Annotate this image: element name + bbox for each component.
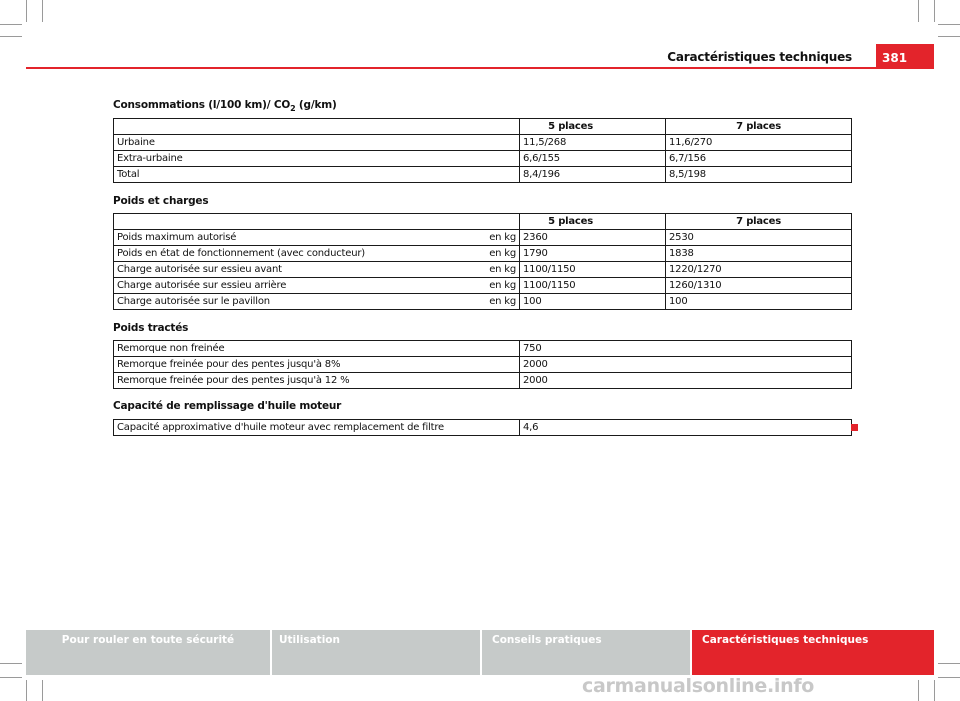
cell-7-places: 6,7/156 <box>666 151 852 167</box>
row-unit: en kg <box>440 278 520 294</box>
row-label: Charge autorisée sur essieu arrière <box>114 278 440 294</box>
column-header: 5 places <box>520 119 666 135</box>
cell-5-places: 1100/1150 <box>520 278 666 294</box>
crop-mark <box>934 0 935 22</box>
column-header: 5 places <box>520 214 666 230</box>
crop-mark <box>934 680 935 701</box>
cell-5-places: 2360 <box>520 230 666 246</box>
crop-mark <box>0 663 22 664</box>
table-row <box>114 135 852 151</box>
crop-mark <box>42 680 43 701</box>
row-label: Urbaine <box>114 135 520 151</box>
row-unit: en kg <box>440 294 520 310</box>
towing-title: Poids tractés <box>113 322 189 334</box>
table-header-cell <box>114 214 520 230</box>
consumption-table <box>113 118 852 183</box>
crop-mark <box>918 680 919 701</box>
table-row <box>114 420 852 436</box>
weights-title: Poids et charges <box>113 195 209 207</box>
crop-mark <box>938 677 960 678</box>
row-unit: en kg <box>440 230 520 246</box>
consumption-title-sub: 2 <box>290 104 296 114</box>
towing-table <box>113 340 852 389</box>
weights-table <box>113 213 852 310</box>
cell-7-places: 2530 <box>666 230 852 246</box>
table-row <box>114 278 852 294</box>
table-row <box>114 246 852 262</box>
header-rule <box>26 67 934 69</box>
row-label: Remorque freinée pour des pentes jusqu'à 12 % <box>114 373 520 389</box>
column-header: 7 places <box>666 119 852 135</box>
table-row <box>114 151 852 167</box>
row-value: 2000 <box>520 357 852 373</box>
crop-mark <box>938 24 960 25</box>
cell-5-places: 1100/1150 <box>520 262 666 278</box>
table-row <box>114 357 852 373</box>
row-label: Charge autorisée sur le pavillon <box>114 294 440 310</box>
section-end-mark <box>851 424 858 431</box>
row-label: Extra-urbaine <box>114 151 520 167</box>
crop-mark <box>0 24 22 25</box>
consumption-title-pre: Consommations (l/100 km)/ CO <box>113 99 291 111</box>
cell-5-places: 11,5/268 <box>520 135 666 151</box>
row-value: 750 <box>520 341 852 357</box>
row-label: Remorque freinée pour des pentes jusqu'à 8% <box>114 357 520 373</box>
table-row <box>114 341 852 357</box>
footer-tab-conseils[interactable]: Conseils pratiques <box>482 630 690 675</box>
row-value: 4,6 <box>520 420 852 436</box>
cell-7-places: 11,6/270 <box>666 135 852 151</box>
cell-5-places: 6,6/155 <box>520 151 666 167</box>
watermark-text: carmanualsonline.info <box>582 675 815 697</box>
row-label: Total <box>114 167 520 183</box>
cell-7-places: 1220/1270 <box>666 262 852 278</box>
table-header-cell <box>114 119 520 135</box>
table-row <box>114 230 852 246</box>
crop-mark <box>26 0 27 22</box>
crop-mark <box>42 0 43 22</box>
oil-table <box>113 419 852 436</box>
row-label: Charge autorisée sur essieu avant <box>114 262 440 278</box>
table-header-row <box>114 214 852 230</box>
row-label: Remorque non freinée <box>114 341 520 357</box>
crop-mark <box>918 0 919 22</box>
row-label: Poids maximum autorisé <box>114 230 440 246</box>
table-row <box>114 373 852 389</box>
footer-tab-caracteristiques[interactable]: Caractéristiques techniques <box>692 630 934 675</box>
crop-mark <box>938 663 960 664</box>
crop-mark <box>938 36 960 37</box>
column-header: 7 places <box>666 214 852 230</box>
table-header-row <box>114 119 852 135</box>
crop-mark <box>26 680 27 701</box>
row-unit: en kg <box>440 246 520 262</box>
footer-tab-utilisation[interactable]: Utilisation <box>272 630 480 675</box>
consumption-title <box>113 99 337 113</box>
cell-7-places: 100 <box>666 294 852 310</box>
table-row <box>114 294 852 310</box>
cell-7-places: 1838 <box>666 246 852 262</box>
cell-7-places: 1260/1310 <box>666 278 852 294</box>
page-number: 381 <box>876 44 934 68</box>
cell-5-places: 100 <box>520 294 666 310</box>
table-row <box>114 262 852 278</box>
row-label: Capacité approximative d'huile moteur avec remplacement de filtre <box>114 420 520 436</box>
footer-tab-securite[interactable]: Pour rouler en toute sécurité <box>26 630 270 675</box>
oil-title: Capacité de remplissage d'huile moteur <box>113 400 342 412</box>
crop-mark <box>0 36 22 37</box>
table-row <box>114 167 852 183</box>
row-label: Poids en état de fonctionnement (avec conducteur) <box>114 246 440 262</box>
cell-7-places: 8,5/198 <box>666 167 852 183</box>
row-unit: en kg <box>440 262 520 278</box>
cell-5-places: 8,4/196 <box>520 167 666 183</box>
row-value: 2000 <box>520 373 852 389</box>
page-header-title: Caractéristiques techniques <box>667 50 852 64</box>
crop-mark <box>0 677 22 678</box>
cell-5-places: 1790 <box>520 246 666 262</box>
consumption-title-post: (g/km) <box>295 99 337 111</box>
